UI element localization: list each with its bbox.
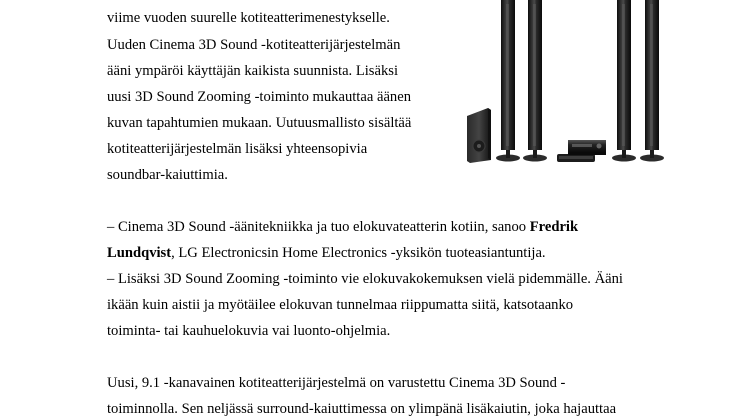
quote-line-1: [107, 218, 578, 236]
av-receiver: [568, 140, 606, 155]
tower-speaker-front-right: [523, 0, 547, 162]
paragraph-line: toiminnolla. Sen neljässä surround-kaiuttimessa on ylimpänä lisäkaiutin, joka hajauttaa: [107, 401, 617, 417]
spokesperson-first-name: Fredrik: [529, 219, 579, 235]
quote-line-3: – Lisäksi 3D Sound Zooming -toiminto vie elokuvakokemuksen vielä pidemmälle. Ääni: [107, 271, 623, 287]
paragraph-line: soundbar-kaiuttimia.: [107, 167, 228, 183]
paragraph-line: Uusi, 9.1 -kanavainen kotiteatterijärjestelmä on varustettu Cinema 3D Sound -: [107, 375, 566, 391]
center-speaker: [557, 154, 595, 162]
quote-text: – Cinema 3D Sound -äänitekniikka ja tuo elokuvateatterin kotiin, sanoo: [107, 219, 530, 235]
paragraph-line: kotiteatterijärjestelmän lisäksi yhteensopivia: [107, 141, 368, 157]
home-theater-product-image: [458, 0, 678, 175]
tower-speaker-front-left: [496, 0, 520, 162]
paragraph-line: uusi 3D Sound Zooming -toiminto mukauttaa äänen: [107, 89, 411, 105]
paragraph-line: ääni ympäröi käyttäjän kaikista suunnista. Lisäksi: [107, 63, 398, 79]
paragraph-line: kuvan tapahtumien mukaan. Uutuusmallisto sisältää: [107, 115, 412, 131]
tower-speaker-rear-left: [612, 0, 636, 162]
spokesperson-last-name: Lundqvist: [107, 245, 172, 261]
quote-text: , LG Electronicsin Home Electronics -yksikön tuoteasiantuntija.: [171, 245, 546, 261]
paragraph-line: Uuden Cinema 3D Sound -kotiteatterijärjestelmän: [107, 37, 401, 53]
subwoofer: [467, 108, 491, 163]
quote-line-4: ikään kuin aistii ja myötäilee elokuvan tunnelmaa riippumatta siitä, katsotaanko: [107, 297, 574, 313]
quote-line-2: [107, 244, 546, 262]
quote-line-5: toiminta- tai kauhuelokuvia vai luonto-ohjelmia.: [107, 323, 391, 339]
tower-speaker-rear-right: [640, 0, 664, 162]
paragraph-line: viime vuoden suurelle kotiteatterimenestykselle.: [107, 10, 390, 26]
